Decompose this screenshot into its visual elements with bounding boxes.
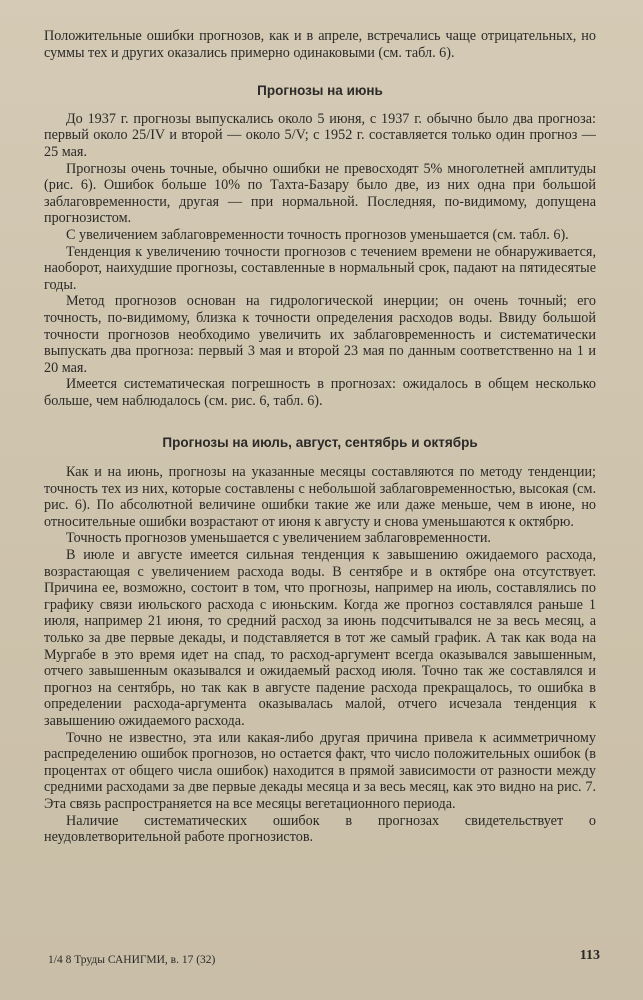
paragraph: Прогнозы очень точные, обычно ошибки не превосходят 5% многолетней амплитуды (рис. 6). Ошибок больше 10% по Тахта-Базару было две, из них одна при большой заблаговременности, другая — при нормальной. Последняя, по-видимому, допущена прогнозистом. [44, 160, 596, 227]
page-number: 113 [579, 948, 600, 963]
paragraph: Положительные ошибки прогнозов, как и в апреле, встречались чаще отрицательных, но суммы тех и других оказались примерно одинаковыми (см. табл. 6). [44, 28, 596, 61]
paragraph: Точность прогнозов уменьшается с увеличением заблаговременности. [66, 530, 491, 547]
paragraph: Имеется систематическая погрешность в прогнозах: ожидалось в общем несколько больше, чем наблюдалось (см. рис. 6, табл. 6). [44, 376, 596, 409]
paragraph: Метод прогнозов основан на гидрологической инерции; он очень точный; его точность, по-видимому, близка к точности определения расходов воды. Ввиду большой точности прогнозов необходимо увеличить их заблаговременность и систематически выпускать два прогноза: первый 3 мая и второй 23 мая по данным соответственно на 1 и 20 мая. [44, 293, 596, 376]
section-heading-june: Прогнозы на июнь [257, 83, 383, 99]
paragraph: Точно не известно, эта или какая-либо другая причина привела к асимметричному распределению ошибок прогнозов, но остается факт, что число положительных ошибок (в процентах от общего числа ошибок) находится в прямой зависимости от разности между средними расходами за две первые декады месяца и за весь месяц, как это видно на рис. 7. Эта связь распространяется на все месяцы вегетационного периода. [44, 729, 596, 812]
section-heading-july-october: Прогнозы на июль, август, сентябрь и октябрь [162, 435, 478, 451]
paragraph: С увеличением заблаговременности точность прогнозов уменьшается (см. табл. 6). [66, 226, 569, 243]
paragraph: Как и на июнь, прогнозы на указанные месяцы составляются по методу тенденции; точность тех из них, которые составлены с небольшой заблаговременностью, высокая (см. рис. 6). По абсолютной величине ошибки такие же или даже меньше, чем в июне, но относительные ошибки возрастают от июня к августу и снова уменьшаются к октябрю. [44, 464, 596, 530]
paragraph: Тенденция к увеличению точности прогнозов с течением времени не обнаруживается, наоборот, наихудшие прогнозы, составленные в нормальный срок, падают на пятидесятые годы. [44, 243, 596, 293]
paragraph: В июле и августе имеется сильная тенденция к завышению ожидаемого расхода, возрастающая с увеличением расхода воды. В сентябре и в октябре она отсутствует. Причина ее, возможно, состоит в том, что прогнозы, например на июль, составлялись по графику связи июльского расхода с июньским. Когда же прогноз составлялся раньше 1 июля, например 21 июня, то средний расход за июнь подсчитывался не за весь месяц, а только за две первые декады, и подставляется в тот же самый график. А так как вода на Мургабе в это время идет на спад, то расход-аргумент всегда оказывался завышенным, отчего завышенным оказывался и ожидаемый расход июля. Точно так же составлялся и прогноз на сентябрь, но так как в августе падение расхода прекращалось, то ошибка в определении расхода-аргумента оказывалась малой, отчего исчезала тенденция к завышению ожидаемого расхода. [44, 547, 596, 729]
page-body [44, 28, 596, 846]
paragraph: Наличие систематических ошибок в прогнозах свидетельствует о неудовлетворительной работе прогнозистов. [44, 812, 596, 846]
footer-signature: 1/4 8 Труды САНИГМИ, в. 17 (32) [48, 954, 216, 966]
page-footer [48, 948, 600, 972]
paragraph: До 1937 г. прогнозы выпускались около 5 июня, с 1937 г. обычно было два прогноза: первый около 25/IV и второй — около 5/V; с 1952 г. составляется только один прогноз — 25 мая. [44, 110, 596, 160]
